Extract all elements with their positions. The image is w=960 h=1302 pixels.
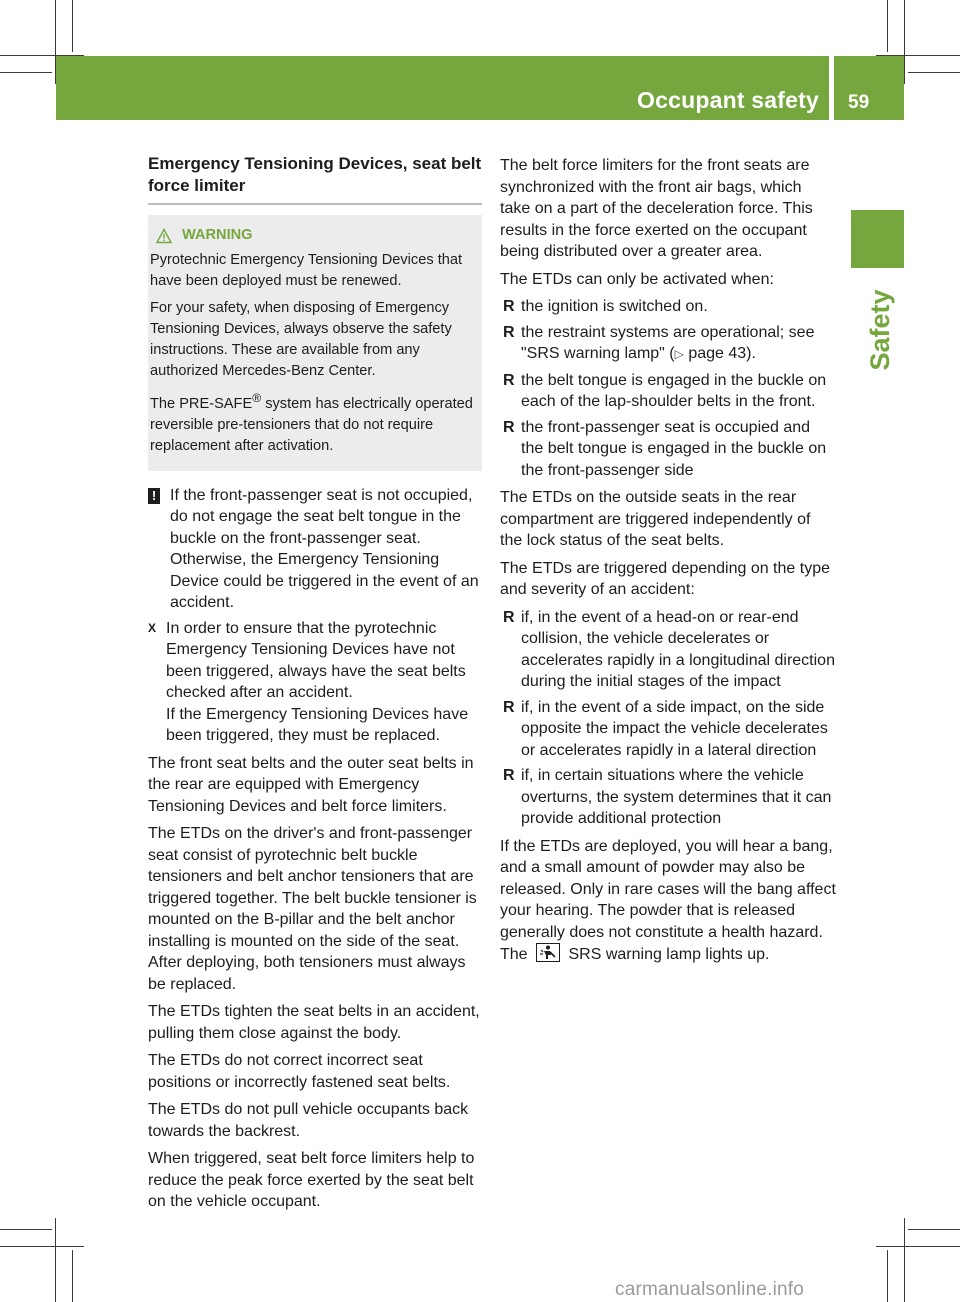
final-text: SRS warning lamp lights up.: [568, 946, 770, 963]
crop-mark: [55, 1218, 56, 1302]
step-body: [166, 618, 482, 747]
list-item-text: the belt tongue is engaged in the buckle on each of the lap-shoulder belts in the front.: [521, 371, 827, 410]
list-item: [500, 370, 836, 413]
body-paragraph: The ETDs tighten the seat belts in an accident, pulling them close against the body.: [148, 1003, 480, 1042]
body-paragraph: The ETDs do not pull vehicle occupants back towards the backrest.: [148, 1101, 469, 1140]
crop-mark: [0, 1246, 84, 1247]
right-column: [500, 155, 836, 972]
list-item-text: the front-passenger seat is occupied and the belt tongue is engaged in the buckle on the front-passenger side: [521, 418, 827, 479]
presafe-prefix: The PRE-SAFE: [150, 395, 253, 412]
list-item-text-part: the restraint systems are operational; see "SRS warning lamp" (: [521, 323, 815, 362]
crop-mark: [72, 1250, 73, 1302]
bullet: R: [503, 698, 515, 716]
activation-list: [500, 296, 836, 481]
bullet: R: [503, 767, 515, 784]
bullet: R: [503, 418, 515, 436]
bullet: R: [503, 608, 515, 626]
presafe-suffix: system has electrically operated reversible pre-tensioners that do not require replacement after activation.: [150, 395, 473, 454]
page-number: 59: [848, 92, 870, 113]
warning-label: WARNING: [182, 227, 253, 243]
list-item: [500, 765, 836, 830]
body-paragraph: The ETDs on the outside seats in the rear compartment are triggered independently of the lock status of the seat belts.: [500, 489, 811, 549]
instruction-step: [148, 618, 482, 747]
list-item: [500, 417, 836, 482]
bullet: R: [503, 371, 515, 389]
crop-mark: [904, 0, 905, 84]
list-item: [500, 607, 836, 693]
crop-mark: [876, 1246, 960, 1247]
list-item-text: if, in certain situations where the vehicle overturns, the system determines that it can provide additional protection: [521, 767, 832, 827]
crop-mark: [72, 0, 73, 52]
step-text: In order to ensure that the pyrotechnic Emergency Tensioning Devices have not been triggered, always have the seat belts checked after an accident.: [166, 619, 466, 702]
body-paragraph: The ETDs on the driver's and front-passenger seat consist of pyrotechnic belt buckle tensioners and belt anchor tensioners that are triggered together. The belt buckle tensioner is mounted on the B-pillar and the belt anchor installing is mounted on the side of the seat. After deploying, both tensioners must always be replaced.: [148, 825, 477, 993]
list-item-text: [521, 322, 836, 366]
body-paragraph: [500, 836, 836, 966]
step-text: If the Emergency Tensioning Devices have been triggered, they must be replaced.: [166, 705, 469, 745]
body-paragraph: The ETDs are triggered depending on the type and severity of an accident:: [500, 559, 830, 598]
note-exclamation-icon: !: [148, 488, 160, 504]
trigger-list: [500, 607, 836, 830]
crop-mark: [887, 0, 888, 52]
crop-mark: [887, 1250, 888, 1302]
warning-triangle-icon: [156, 228, 172, 244]
list-item: [500, 296, 836, 318]
page-reference-arrow-icon: ▷: [674, 347, 684, 361]
bullet: R: [503, 323, 515, 341]
body-paragraph: The belt force limiters for the front seats are synchronized with the front air bags, which take on a part of the deceleration force. This results in the force exerted on the occupant being distributed over a greater area.: [500, 157, 813, 260]
left-column: [148, 153, 482, 1219]
warning-header: [150, 225, 478, 246]
page-number-box: [834, 56, 904, 120]
list-item-text: if, in the event of a side impact, on the side opposite the impact the vehicle decelerates or accelerates rapidly in a lateral direction: [521, 698, 828, 759]
warning-paragraph: [150, 388, 478, 457]
final-text: If the ETDs are deployed, you will hear a bang, and a small amount of powder may also be released. Only in rare cases will the bang affect your hearing. The powder that is released generally does not constitute a health hazard. The: [500, 837, 836, 963]
step-arrow-icon: X: [148, 620, 157, 635]
section-heading: Emergency Tensioning Devices, seat belt force limiter: [148, 153, 482, 205]
list-item: [500, 697, 836, 762]
note: [148, 485, 482, 614]
srs-warning-lamp-icon: [536, 943, 560, 962]
bullet: R: [503, 298, 515, 315]
warning-box: [148, 215, 482, 471]
registered-mark: ®: [252, 391, 262, 405]
list-item-text: if, in the event of a head-on or rear-end collision, the vehicle decelerates or accelerates rapidly in a longitudinal direction during the initial stages of the impact: [521, 608, 835, 690]
list-item: [500, 322, 836, 366]
crop-mark: [908, 72, 960, 73]
body-paragraph: The ETDs do not correct incorrect seat positions or incorrectly fastened seat belts.: [148, 1052, 451, 1091]
chapter-label: Safety: [865, 289, 895, 371]
body-paragraph: When triggered, seat belt force limiters help to reduce the peak force exerted by the seat belt on the vehicle occupant.: [148, 1150, 475, 1211]
warning-paragraph: Pyrotechnic Emergency Tensioning Devices that have been deployed must be renewed.: [150, 252, 463, 289]
watermark: carmanualsonline.info: [615, 1279, 805, 1300]
body-paragraph: The ETDs can only be activated when:: [500, 270, 774, 288]
page-reference[interactable]: page 43).: [683, 345, 756, 362]
section-title: Occupant safety: [637, 87, 819, 113]
warning-paragraph: For your safety, when disposing of Emergency Tensioning Devices, always observe the safety instructions. These are available from any authorized Mercedes-Benz Center.: [150, 300, 452, 379]
crop-mark: [908, 1229, 960, 1230]
note-text: If the front-passenger seat is not occupied, do not engage the seat belt tongue in the buckle on the front-passenger seat. Otherwise, the Emergency Tensioning Device could be triggered in the event of an accident.: [170, 486, 479, 612]
body-paragraph: The front seat belts and the outer seat belts in the rear are equipped with Emergency Tensioning Devices and belt force limiters.: [148, 754, 474, 815]
crop-mark: [0, 1229, 52, 1230]
crop-mark: [0, 72, 52, 73]
header-bar: [56, 56, 829, 120]
list-item-text: the ignition is switched on.: [521, 298, 708, 315]
crop-mark: [904, 1218, 905, 1302]
